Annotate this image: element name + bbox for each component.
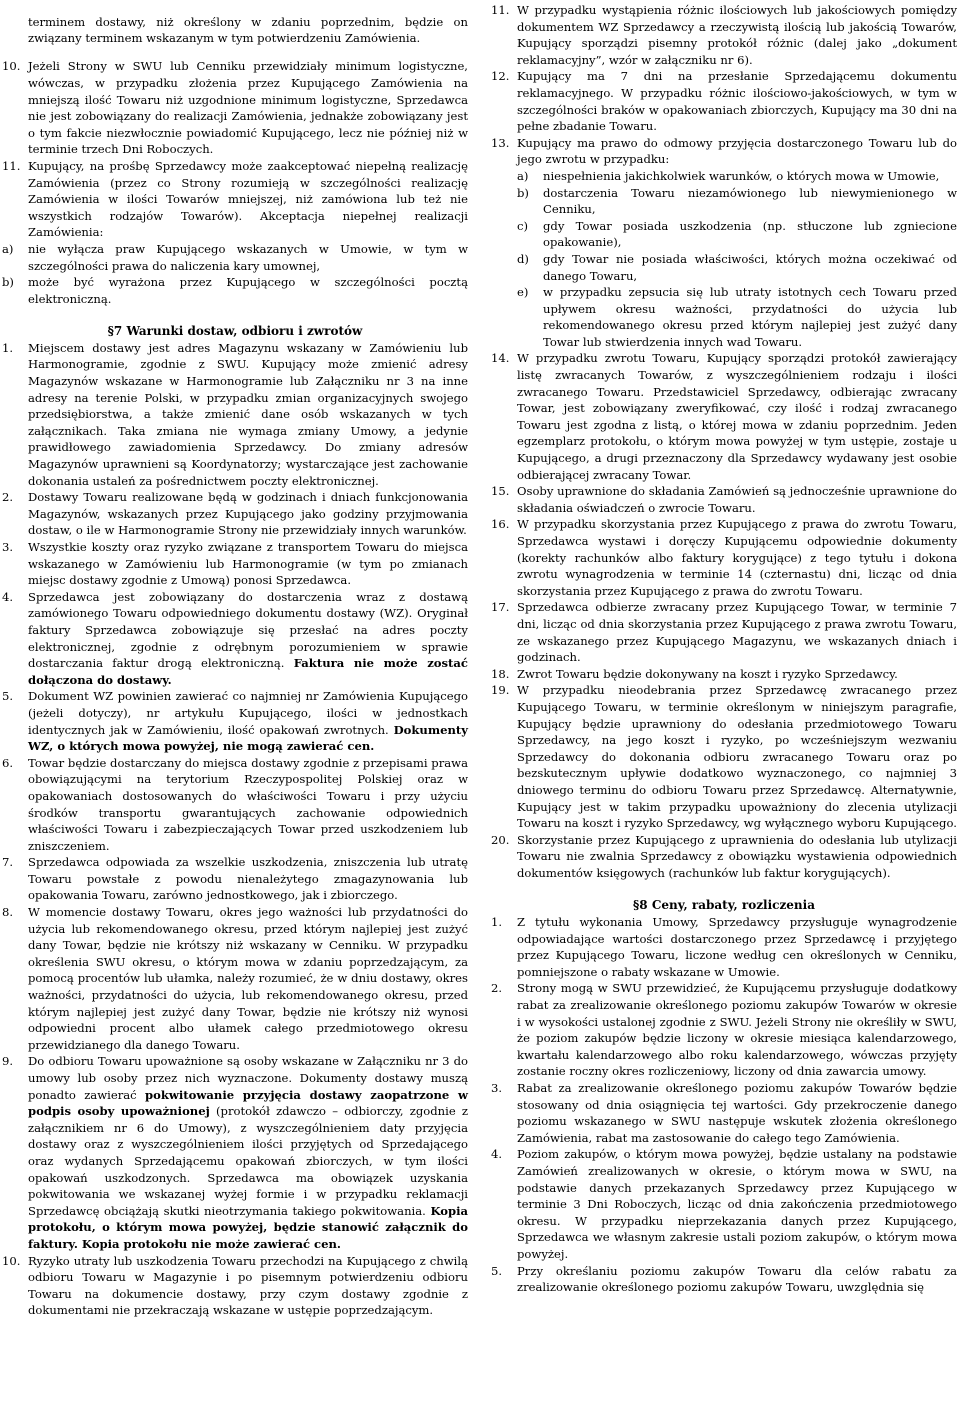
list-item (491, 682, 957, 831)
sub-item-letter: a) (2, 241, 14, 256)
item-text-plain: Do odbioru Towaru upoważnione są osoby wskazane w Załączniku nr 3 do umowy lub osoby przez nich wyznaczone. Dokumenty dostawy muszą ponadto zawierać (28, 1054, 468, 1102)
item-number: 13. (491, 135, 510, 150)
item-text: Strony mogą w SWU przewidzieć, że Kupującemu przysługuje dodatkowy rabat za zrealizowanie określonego poziomu zakupów Towarów w okresie i w wysokości ustalonej zgodnie z SWU. Jeżeli Strony nie określiły w SWU, że poziom zakupów będzie liczony w okresie miesiąca kalendarzowego, kwartału kalendarzowego albo roku kalendarzowego, wówczas przyjęty zostanie roczny okres rozliczeniowy, liczony od dnia zawarcia umowy. (517, 981, 957, 1079)
list-item (2, 489, 468, 539)
list-item (2, 1053, 468, 1252)
item-number: 9. (2, 1054, 14, 1069)
item-number: 5. (2, 689, 14, 704)
item-number: 1. (491, 915, 503, 930)
item-text-bold: pokwitowanie przyjęcia dostawy zaopatrzone w podpis osoby upoważnionej (28, 1087, 468, 1119)
sub-item-letter: e) (517, 285, 529, 300)
list-item (491, 1080, 957, 1146)
item-number: 3. (491, 1081, 503, 1095)
item-number: 15. (491, 484, 510, 499)
item-text: W przypadku wystąpienia różnic ilościowych lub jakościowych pomiędzy dokumentem WZ Sprzedawcy a rzeczywistą ilością lub jakością Towarów, Kupujący sporządzi pisemny protokół różnic (dalej jako „dokument reklamacyjny”, wzór w załączniku nr 6). (517, 3, 957, 67)
item-number: 17. (491, 600, 510, 615)
item-number: 18. (491, 666, 510, 681)
list-item (2, 854, 468, 904)
item-text-bold: Kopia protokołu, o którym mowa powyżej, będzie stanowić załącznik do faktury. Kopia protokołu nie może zawierać cen. (28, 1203, 469, 1251)
sub-item-letter: c) (517, 218, 529, 233)
sub-item-text: gdy Towar nie posiada właściwości, których można oczekiwać od danego Towaru, (543, 251, 957, 283)
list-item (2, 1253, 468, 1319)
item-text: Dostawy Towaru realizowane będą w godzinach i dniach funkcjonowania Magazynów, wskazanych przez Kupującego jako godziny przyjmowania dostaw, o ile w Harmonogramie Strony nie przewidziały innych warunków. (28, 490, 468, 538)
item-number: 8. (2, 905, 14, 920)
left-column (2, 2, 468, 1319)
section-heading: §8 Ceny, rabaty, rozliczenia (633, 898, 815, 913)
sub-item-text: nie wyłącza praw Kupującego wskazanych w Umowie, w tym w szczególności prawa do naliczenia kary umownej, (28, 241, 468, 273)
sub-item (2, 241, 468, 274)
list-item (491, 599, 957, 665)
item-text-plain: Dokument WZ powinien zawierać co najmniej nr Zamówienia Kupującego (jeżeli dotyczy), nr artykułu Kupującego, ilości w jednostkach identycznych jak w Zamówieniu, ilość opakowań zwrotnych. (28, 689, 468, 737)
item-number: 6. (2, 755, 14, 770)
item-text-plain: Sprzedawca jest zobowiązany do dostarczenia wraz z dostawą zamówionego Towaru odpowiedniego dokumentu dostawy (WZ). Oryginał faktury Sprzedawca zobowiązuje się przesłać na adres poczty elektronicznej, zgodnie z odrębnym porozumieniem w sprawie dostarczania faktur drogą elektroniczną. (28, 589, 468, 671)
sub-item-text: może być wyrażona przez Kupującego w szczególności pocztą elektroniczną. (28, 275, 468, 306)
list-item (2, 589, 468, 689)
sub-item (517, 251, 957, 284)
item-text: Kupujący ma prawo do odmowy przyjęcia dostarczonego Towaru lub do jego zwrotu w przypadku: (517, 135, 957, 167)
list-item (491, 1146, 957, 1262)
item-text: Miejscem dostawy jest adres Magazynu wskazany w Zamówieniu lub Harmonogramie, zgodnie z SWU. Kupujący może zmienić adresy Magazynów wskazane w Harmonogramie lub Załączniku nr 3 na inne adresy na terenie Polski, w przypadku zmian organizacyjnych swojego przedsiębiorstwa, a także zmienić dane osób wskazanych w tych załącznikach. Taka zmiana nie wymaga zmiany Umowy, a jedynie prawidłowego zawiadomienia Sprzedawcy. Do zmiany adresów Magazynów uprawnieni są Koordynatorzy; wystarczające jest zachowanie dokonania ustaleń za pośrednictwem poczty elektronicznej. (28, 340, 468, 488)
item-number: 10. (2, 59, 21, 74)
sub-item (517, 185, 957, 218)
sub-item (517, 218, 957, 251)
item-number: 4. (491, 1147, 503, 1162)
item-text: Kupujący, na prośbę Sprzedawcy może zaakceptować niepełną realizację Zamówienia (przez co Strony rozumieją w szczególności realizację Zamówienia w ilości Towarów mniejszej, niż zamówiona lub też nie wszystkich rodzajów Towarów). Akceptacja niepełnej realizacji Zamówienia: (28, 158, 468, 240)
list-item (2, 58, 468, 158)
list-item (491, 914, 957, 980)
item-number: 7. (2, 855, 14, 870)
list-item (491, 350, 957, 483)
item-number: 11. (491, 3, 510, 17)
item-text: Sprzedawca odpowiada za wszelkie uszkodzenia, zniszczenia lub utratę Towaru powstałe z powodu nienależytego zmagazynowania lub opakowania Towaru, zarówno jednostkowego, jak i zbiorczego. (28, 855, 468, 903)
item-text-bold: Dokumenty WZ, o których mowa powyżej, nie mogą zawierać cen. (28, 722, 468, 754)
item-text: Jeżeli Strony w SWU lub Cenniku przewidziały minimum logistyczne, wówczas, w przypadku złożenia przez Kupującego Zamówienia na mniejszą ilość Towaru niż uzgodnione minimum logistyczne, Sprzedawca nie jest zobowiązany do realizacji Zamówienia, jednakże zobowiązany jest o tym fakcie niezwłocznie powiadomić Kupującego, lecz nie później niż w terminie trzech Dni Roboczych. (28, 59, 468, 157)
item-text: Przy określaniu poziomu zakupów Towaru dla celów rabatu za zrealizowanie określonego poziomu zakupów Towaru, uwzględnia się (517, 1263, 957, 1295)
item-text: Osoby uprawnione do składania Zamówień są jednocześnie uprawnione do składania oświadczeń o zwrocie Towaru. (517, 484, 957, 515)
item-text: Sprzedawca odbierze zwracany przez Kupującego Towar, w terminie 7 dni, licząc od dnia skorzystania przez Kupującego z prawa zwrotu Towaru, ze wskazanego przez Kupującego Magazynu, we wskazanych dniach i godzinach. (517, 600, 957, 665)
list-item (2, 539, 468, 589)
item-number: 5. (491, 1263, 503, 1278)
item-number: 2. (2, 490, 14, 505)
sub-item-letter: b) (517, 185, 529, 200)
item-text: W przypadku zwrotu Towaru, Kupujący sporządzi protokół zawierający listę zwracanych Towarów, z wyszczególnieniem rodzaju i ilości zwracanego Towaru. Przedstawiciel Sprzedawcy, odbierając zwracany Towar, jest zobowiązany zweryfikować, czy ilość i rodzaj zwracanego Towaru jest zgodna z listą, o której mowa w zdaniu poprzednim. Jeden egzemplarz protokołu, o którym mowa powyżej w tym ustępie, zostaje u Kupującego, a drugi przeznaczony dla Sprzedawcy wydawany jest osobie odbierającej zwracany Towar. (517, 351, 957, 482)
list-item (491, 135, 957, 168)
item-number: 20. (491, 832, 510, 847)
list-item (491, 832, 957, 882)
item-text: Rabat za zrealizowanie określonego poziomu zakupów Towarów będzie stosowany od dnia osiągnięcia tej wartości. Gdy przekroczenie danego poziomu wskazanego w SWU następuje wskutek złożenia określonego Zamówienia, rabat ma zastosowanie do całego tego Zamówienia. (517, 1081, 957, 1145)
list-item (491, 483, 957, 516)
sub-item-letter: d) (517, 251, 529, 266)
item-text (28, 688, 468, 754)
intro-paragraph: terminem dostawy, niż określony w zdaniu poprzednim, będzie on związany terminem wskazanym w tym potwierdzeniu Zamówienia. (28, 14, 468, 46)
sub-list (491, 168, 957, 351)
item-text (28, 589, 468, 689)
sub-item-text: w przypadku zepsucia się lub utraty istotnych cech Towaru przed upływem okresu ważności, przydatności do użycia lub rekomendowanego okresu przed którym najlepiej jest zużyć dany Towar lub stwierdzenia innych wad Towaru. (543, 285, 957, 349)
right-column (491, 2, 957, 1296)
list-item (491, 2, 957, 68)
sub-item (517, 284, 957, 350)
sub-item-text: dostarczenia Towaru niezamówionego lub niewymienionego w Cenniku, (543, 185, 957, 217)
sub-item-text: gdy Towar posiada uszkodzenia (np. stłuczone lub zgniecione opakowanie), (543, 218, 957, 250)
item-number: 11. (2, 158, 21, 173)
list-item (491, 666, 957, 683)
item-text-plain: (protokół zdawczo – odbiorczy, zgodnie z załącznikiem nr 6 do Umowy), z wyszczególnieniem daty przyjęcia dostawy oraz z wyszczególnieniem ilości przyjętych od Sprzedającego oraz wydanych Sprzedającemu opakowań zbiorczych, w tym ilości opakowań uszkodzonych. Sprzedawca ma obowiązek uzyskania pokwitowania we wskazanej wyżej formie i w przypadku reklamacji Sprzedawcę obciążają skutki nieotrzymania takiego pokwitowania. (28, 1104, 469, 1218)
list-item (491, 1263, 957, 1296)
item-number: 3. (2, 540, 14, 554)
item-number: 16. (491, 517, 510, 532)
sub-item (517, 168, 957, 185)
item-text: Z tytułu wykonania Umowy, Sprzedawcy przysługuje wynagrodzenie odpowiadające wartości dostarczonego przez Sprzedawcę i przyjętego przez Kupującego Towaru, liczone według cen określonych w Cenniku, pomniejszone o rabaty wskazane w Umowie. (517, 915, 957, 979)
section-heading: §7 Warunki dostaw, odbioru i zwrotów (107, 324, 363, 339)
sub-item-letter: a) (517, 168, 529, 183)
item-text: Zwrot Towaru będzie dokonywany na koszt i ryzyko Sprzedawcy. (517, 666, 898, 681)
item-number: 4. (2, 589, 14, 604)
item-text: Poziom zakupów, o którym mowa powyżej, będzie ustalany na podstawie Zamówień zrealizowanych w okresie, o którym mowa w SWU, na podstawie danych przekazanych Sprzedawcy przez Kupującego w terminie 3 Dni Roboczych, licząc od dnia zakończenia przedmiotowego okresu. W przypadku nieprzekazania danych przez Kupującego, Sprzedawca we własnym zakresie ustali poziom zakupów, o którym mowa powyżej. (517, 1147, 957, 1261)
item-number: 10. (2, 1253, 21, 1268)
item-text: Towar będzie dostarczany do miejsca dostawy zgodnie z przepisami prawa obowiązującymi na terytorium Rzeczypospolitej Polskiej oraz w opakowaniach dostosowanych do właściwości Towaru i przy użyciu środków transportu gwarantujących zachowanie odpowiednich właściwości Towaru i zabezpieczających Towar przed uszkodzeniem lub zniszczeniem. (28, 755, 468, 853)
item-text: Ryzyko utraty lub uszkodzenia Towaru przechodzi na Kupującego z chwilą odbioru Towaru w Magazynie i po pisemnym potwierdzeniu odbioru Towaru na dokumencie dostawy, przy czym dostawy zgodnie z dokumentami nie przekraczają wskazane w ustępie poprzedzającym. (28, 1253, 468, 1318)
item-text: Skorzystanie przez Kupującego z uprawnienia do odesłania lub utylizacji Towaru nie zwalnia Sprzedawcy z obowiązku wystawienia odpowiednich dokumentów księgowych (rachunków lub faktur korygujących). (517, 832, 957, 880)
list-item (2, 904, 468, 1053)
item-text: W momencie dostawy Towaru, okres jego ważności lub przydatności do użycia lub rekomendowanego okresu, przed którym najlepiej jest zużyć dany Towar, będzie nie krótszy niż wskazany w Cenniku. W przypadku określenia SWU okresu, o którym mowa w zdaniu poprzedzającym, za pomocą procentów lub ułamka, należy rozumieć, że w dniu dostawy, okres ważności, przydatności do użycia, lub rekomendowanego okresu, przed którym najlepiej jest zużyć dany Towar, będzie nie krótszy niż wynosi odpowiedni procent albo ułamek całego przedmiotowego okresu przewidzianego dla danego Towaru. (28, 905, 468, 1052)
list-item (2, 340, 468, 489)
list-item (2, 755, 468, 855)
item-text (28, 1053, 468, 1252)
item-number: 1. (2, 340, 14, 355)
list-item (491, 516, 957, 599)
list-item (491, 980, 957, 1080)
item-number: 12. (491, 69, 510, 84)
sub-item (2, 274, 468, 307)
item-number: 14. (491, 351, 510, 366)
item-text: Wszystkie koszty oraz ryzyko związane z transportem Towaru do miejsca wskazanego w Zamówieniu lub Harmonogramie (w tym po zmianach miejsc dostawy zgodnie z Umową) ponosi Sprzedawca. (28, 540, 468, 588)
list-item (2, 158, 468, 241)
item-number: 19. (491, 683, 510, 698)
item-text: W przypadku skorzystania przez Kupującego z prawa do zwrotu Towaru, Sprzedawca wystawi i doręczy Kupującemu odpowiednie dokumenty (korekty rachunków albo faktury korygujące) z tego tytułu i dokona zwrotu wynagrodzenia w terminie 14 (czternastu) dni, licząc od dnia skorzystania przez Kupującego z prawa do zwrotu Towaru. (517, 517, 957, 598)
item-text: W przypadku nieodebrania przez Sprzedawcę zwracanego przez Kupującego Towaru, w terminie określonym w niniejszym paragrafie, Kupujący będzie uprawniony do odesłania przedmiotowego Towaru Sprzedawcy, na jego koszt i ryzyko, po wcześniejszym wezwaniu Sprzedawcy do dokonania odbioru zwracanego Towaru oraz po bezskutecznym upływie dodatkowo wyznaczonego, co najmniej 3 dniowego terminu do odbioru Towaru przez Sprzedawcę. Alternatywnie, Kupujący jest w takim przypadku upoważniony do zlecenia utylizacji Towaru na koszt i ryzyko Sprzedawcy, wg wyłącznego wyboru Kupującego. (517, 683, 957, 831)
list-item (2, 688, 468, 754)
list-item (491, 68, 957, 134)
item-number: 2. (491, 981, 503, 996)
item-text-bold: Faktura nie może zostać dołączona do dostawy. (28, 656, 468, 687)
sub-item-letter: b) (2, 275, 14, 290)
item-text: Kupujący ma 7 dni na przesłanie Sprzedającemu dokumentu reklamacyjnego. W przypadku różnic ilościowo-jakościowych, w tym w szczególności braków w opakowaniach zbiorczych, Kupujący ma 30 dni na pełne zbadanie Towaru. (517, 69, 957, 134)
sub-item-text: niespełnienia jakichkolwiek warunków, o których mowa w Umowie, (543, 168, 940, 183)
